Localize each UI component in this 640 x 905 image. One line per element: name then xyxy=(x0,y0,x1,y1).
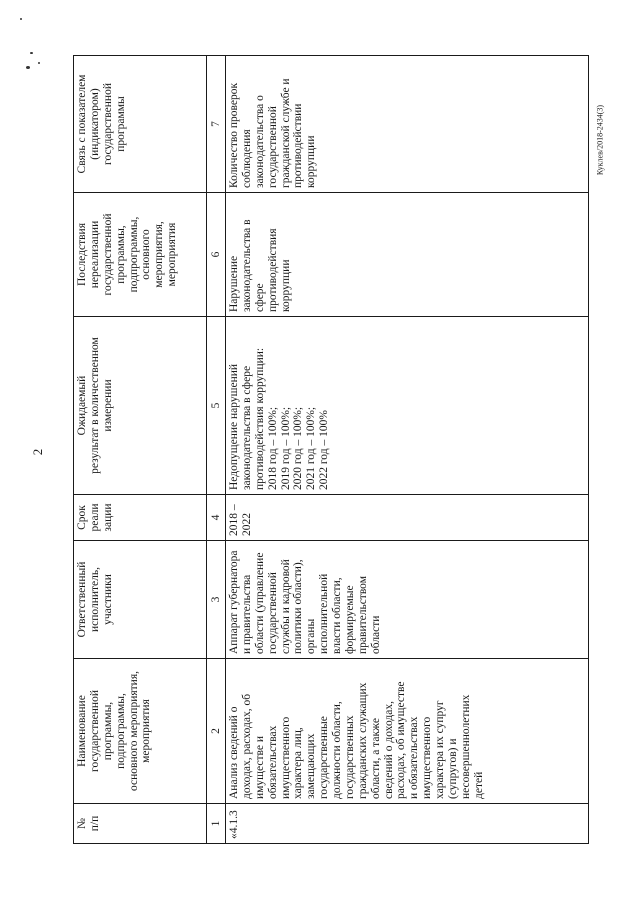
header-cell-executor: Ответственный исполнитель, участники xyxy=(74,541,207,659)
column-number: 2 xyxy=(207,659,226,804)
header-cell-number: № п/п xyxy=(74,804,207,844)
column-number: 5 xyxy=(207,317,226,495)
scan-speck xyxy=(20,18,22,20)
row-number-cell: «4.1.3 xyxy=(226,804,589,844)
column-number: 4 xyxy=(207,495,226,541)
header-cell-indicator-link: Связь с показателем (индикатором) государственной программы xyxy=(74,56,207,193)
table-header-row xyxy=(74,56,207,844)
header-cell-term: Срок реали зации xyxy=(74,495,207,541)
column-number-row xyxy=(207,56,226,844)
column-number: 6 xyxy=(207,193,226,317)
executor-cell: Аппарат губернатора и правительства области (управление государственной службы и кадровой политики области), органы исполнительной власти области, формируемые правительством области xyxy=(226,541,589,659)
header-cell-expected-result: Ожидаемый результат в количественном измерении xyxy=(74,317,207,495)
activity-name-cell: Анализ сведений о доходах, расходах, об имуществе и обязательствах имущественного характера лиц, замещающих государственные должности области, государственных гражданских служащих области, а также сведений о доходах, расходах, об имуществе и обязательствах имущественного характера их супруг (супругов) и несовершеннолетних детей xyxy=(226,659,589,804)
scan-speck xyxy=(26,66,30,69)
program-table xyxy=(73,55,589,844)
expected-result-cell: Недопущение нарушений законодательства в сфере противодействия коррупции: 2018 год – 100%; 2019 год – 100%; 2020 год – 100%; 2021 год – 100%; 2022 год – 100% xyxy=(226,317,589,495)
scan-speck xyxy=(38,62,40,64)
consequences-cell: Нарушение законодательства в сфере противодействия коррупции xyxy=(226,193,589,317)
header-cell-name: Наименование государственной программы, подпрограммы, основного мероприятия, мероприятия xyxy=(74,659,207,804)
table-row xyxy=(226,56,589,844)
column-number: 7 xyxy=(207,56,226,193)
column-number: 3 xyxy=(207,541,226,659)
scan-speck xyxy=(30,52,33,54)
header-cell-consequences: Последствия нереализации государственной программы, подпрограммы, основного мероприятия, мероприятия xyxy=(74,193,207,317)
term-cell: 2018 – 2022 xyxy=(226,495,589,541)
document-code: Куклев/2018-2434(3) xyxy=(595,104,605,176)
indicator-link-cell: Количество проверок соблюдения законодательства о государственной гражданской службе и противодействии коррупции xyxy=(226,56,589,193)
column-number: 1 xyxy=(207,804,226,844)
rotated-table-wrapper xyxy=(73,56,589,844)
page-number: 2 xyxy=(30,448,45,456)
